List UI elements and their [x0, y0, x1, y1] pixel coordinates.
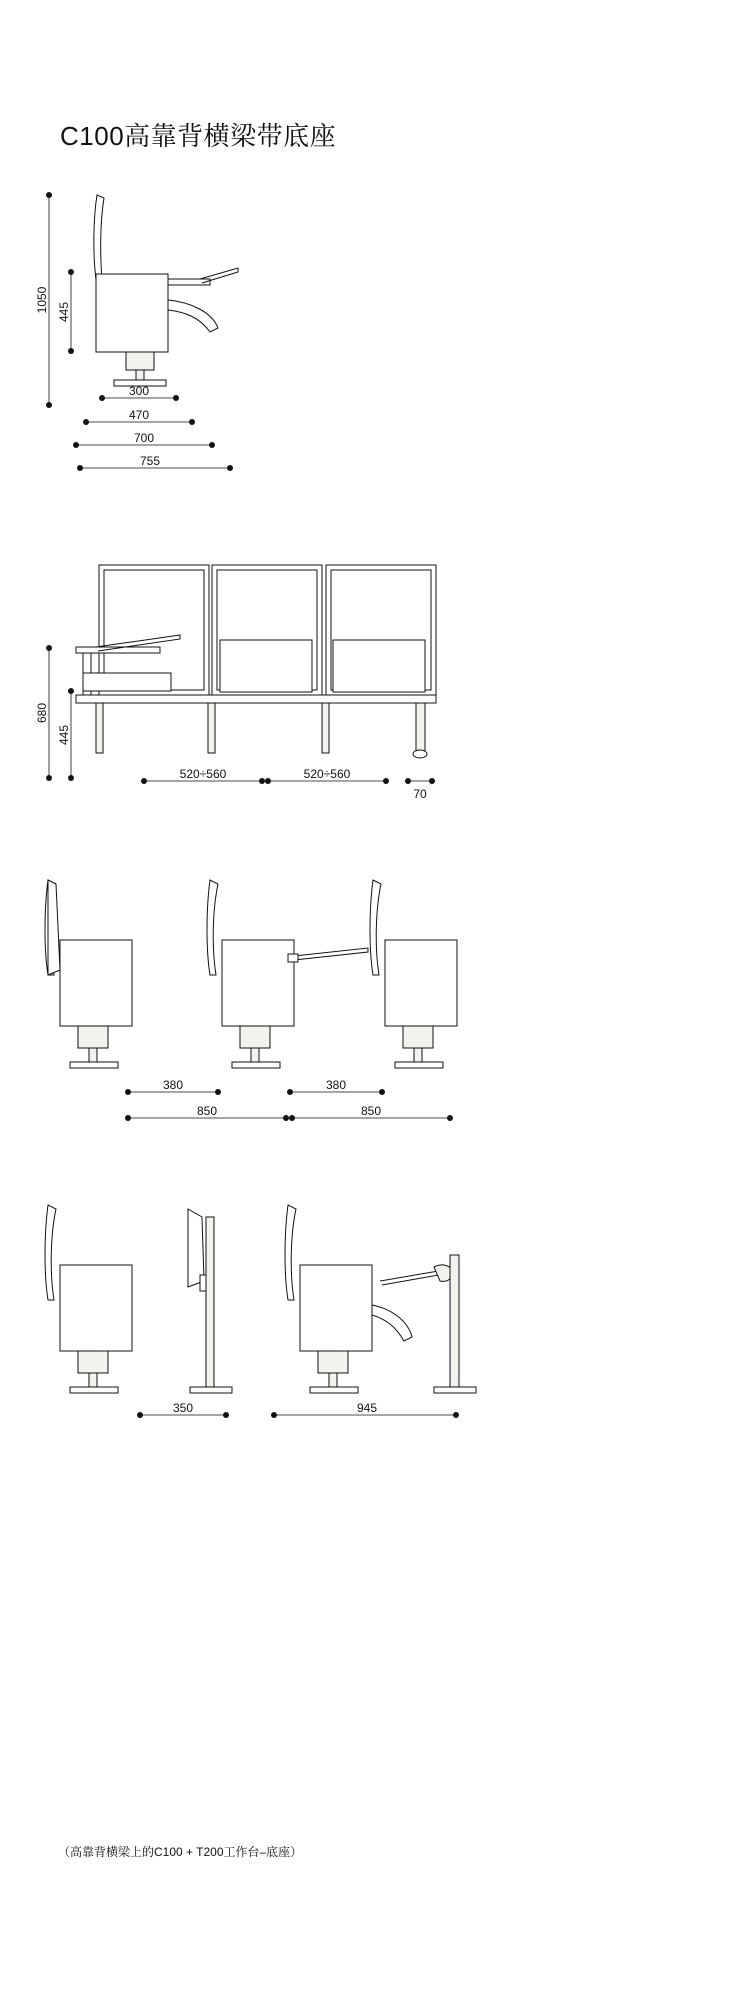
dim-380-b: 380: [325, 1078, 347, 1092]
dim-70: 70: [413, 787, 427, 801]
dim-850-a: 850: [196, 1104, 218, 1118]
page-title: C100高靠背横梁带底座: [60, 121, 337, 151]
dim-470: 470: [128, 408, 150, 422]
dim-445: 445: [57, 301, 71, 323]
dim-755: 755: [139, 454, 161, 468]
figure-single-seat-side-view: [35, 180, 320, 510]
dim-700: 700: [133, 431, 155, 445]
dim-350: 350: [172, 1401, 194, 1415]
figure-front-view-row: [30, 870, 510, 1170]
dim-380-a: 380: [162, 1078, 184, 1092]
dim-1050: 1050: [35, 286, 49, 314]
figure-caption: （高靠背横梁上的C100 + T200工作台–底座）: [58, 1845, 303, 1859]
dim-445: 445: [57, 724, 71, 746]
figure-three-seat-row: [35, 555, 460, 825]
dim-300: 300: [128, 384, 150, 398]
dim-945: 945: [356, 1401, 378, 1415]
dim-520-560-b: 520÷560: [303, 767, 351, 781]
figure-seat-worktop: [30, 1195, 510, 1485]
dim-520-560-a: 520÷560: [179, 767, 227, 781]
dim-680: 680: [35, 702, 49, 724]
dim-850-b: 850: [360, 1104, 382, 1118]
